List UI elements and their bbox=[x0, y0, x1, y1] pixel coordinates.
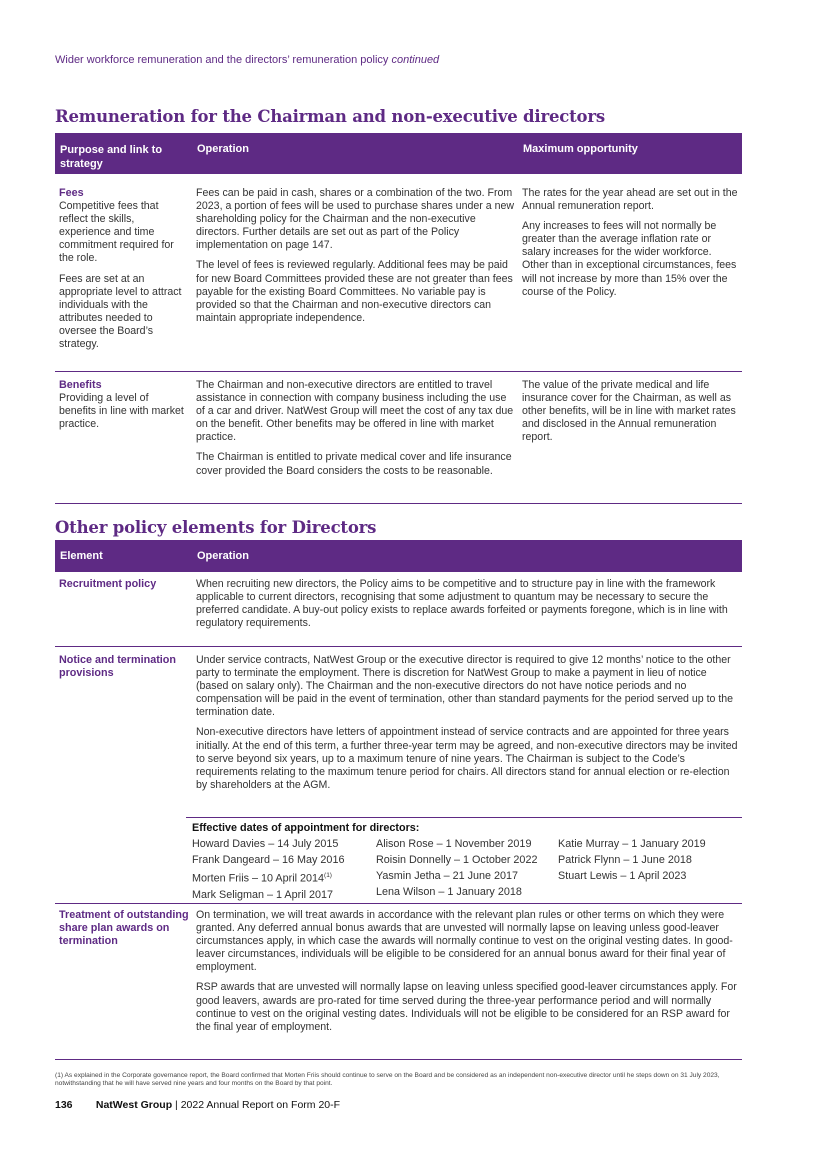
fees-maximum-p1: The rates for the year ahead are set out in the Annual remuneration report. bbox=[522, 187, 738, 213]
benefits-operation-cell bbox=[196, 379, 516, 485]
date-item: Roisin Donnelly – 1 October 2022 bbox=[376, 854, 538, 866]
fees-purpose-p1: Competitive fees that reflect the skills, experience and time commitment required for the role. bbox=[59, 200, 174, 265]
date-item: Mark Seligman – 1 April 2017 bbox=[192, 888, 334, 901]
fees-operation-p2: The level of fees is reviewed regularly. Additional fees may be paid for new Board Committees provided these are not greater than fees payable for the existing Board Committees. No variable pay is provided so that the Chairman and non-executive directors can maintain appropriate independence. bbox=[196, 259, 513, 324]
benefits-purpose-cell bbox=[59, 379, 187, 438]
row-heading-notice: Notice and termination provisions bbox=[59, 654, 176, 680]
recruitment-operation-cell bbox=[196, 578, 741, 637]
row-divider bbox=[55, 503, 742, 504]
notice-p1: Under service contracts, NatWest Group or the executive director is required to give 12 months’ notice to the other party to terminate the employment. There is discretion for NatWest Group to make a payment in lieu of notice (based on salary only). The Chairman and the non-executive directors do not have notice periods and no compensation will be paid in the event of termination, other than standard payments for the period served up to the termination date. bbox=[196, 654, 734, 719]
section-title-chairman-neds: Remuneration for the Chairman and non-executive directors bbox=[55, 107, 605, 126]
row-divider-partial bbox=[186, 817, 742, 818]
benefits-operation-p1: The Chairman and non-executive directors are entitled to travel assistance in connection with company business including the use of a car and driver. NatWest Group will meet the cost of any tax due on the benefit. Other benefits may be offered in line with market practice. bbox=[196, 379, 514, 444]
row-heading-benefits: Benefits bbox=[59, 379, 102, 391]
col-header-operation: Operation bbox=[197, 143, 249, 155]
date-item: Stuart Lewis – 1 April 2023 bbox=[558, 870, 687, 882]
footer-company: NatWest Group bbox=[95, 1099, 173, 1111]
treatment-p1: On termination, we will treat awards in accordance with the relevant plan rules or other terms on which they were granted. Any deferred annual bonus awards that are unvested will normally lapse on leaving unless good-leaver circumstances apply, in which case the awards will normally continue to vest on the original vesting dates. In good-leaver circumstances, individuals will be eligible to be considered for an annual bonus award for their final year of employment. bbox=[196, 909, 733, 974]
row-divider bbox=[55, 646, 742, 647]
recruitment-p1: When recruiting new directors, the Policy aims to be competitive and to structure pay in line with the framework applicable to current directors, recognising that some adjustment to quantum may be necessary to secure the preferred candidate. A buy-out policy exists to replace awards forfeited or payments foregone, which is in line with regulatory requirements. bbox=[196, 578, 728, 630]
date-item: Patrick Flynn – 1 June 2018 bbox=[558, 854, 692, 866]
treatment-p2: RSP awards that are unvested will normally lapse on leaving unless specified good-leaver circumstances apply. For good leavers, awards are pro-rated for time served during the three-year performance period and will normally continue to vest on the original vesting dates. Individuals will not be eligible to be considered for an RSP award for the final year of employment. bbox=[196, 981, 737, 1033]
fees-maximum-cell bbox=[522, 187, 740, 306]
page-number: 136 bbox=[55, 1099, 73, 1111]
col-header-operation-2: Operation bbox=[197, 550, 249, 562]
date-item: Yasmin Jetha – 21 June 2017 bbox=[376, 870, 519, 882]
date-item: Frank Dangeard – 16 May 2016 bbox=[192, 854, 345, 866]
page-footer bbox=[55, 1099, 340, 1111]
row-divider bbox=[55, 1059, 742, 1060]
col-header-element: Element bbox=[60, 550, 103, 562]
benefits-maximum-p1: The value of the private medical and life insurance cover for the Chairman, as well as other benefits, will be in line with market rates and disclosed in the Annual remuneration report. bbox=[522, 379, 736, 444]
benefits-purpose-p1: Providing a level of benefits in line with market practice. bbox=[59, 392, 184, 431]
row-heading-recruitment: Recruitment policy bbox=[59, 578, 157, 590]
col-header-maximum: Maximum opportunity bbox=[523, 143, 638, 155]
dates-column-2 bbox=[376, 836, 537, 900]
notice-p2: Non-executive directors have letters of appointment instead of service contracts and are appointed for three years initially. At the end of this term, a further three-year term may be agreed, and non-executive directors may be invited to serve beyond six years, up to a maximum tenure of nine years. The Chairman is subject to the Code’s requirements relating to the maximum tenure period for chairs. All directors stand for annual election or re-election by shareholders at the AGM. bbox=[196, 726, 738, 791]
appointment-dates-title: Effective dates of appointment for directors: bbox=[192, 822, 420, 834]
row-divider bbox=[55, 903, 742, 904]
benefits-operation-p2: The Chairman is entitled to private medical cover and life insurance cover provided the Board considers the costs to be reasonable. bbox=[196, 451, 512, 477]
footer-report: 2022 Annual Report on Form 20-F bbox=[180, 1099, 341, 1111]
table-header-chairman bbox=[55, 133, 742, 174]
date-item: Alison Rose – 1 November 2019 bbox=[376, 838, 532, 850]
row-heading-fees: Fees bbox=[59, 187, 84, 199]
fees-maximum-p2: Any increases to fees will not normally be greater than the average inflation rate or salary increases for the wider workforce. Other than in exceptional circumstances, fees will not increase by more than 15% over the course of the Policy. bbox=[522, 220, 737, 298]
footnote: (1) As explained in the Corporate governance report, the Board confirmed that Morten Friis should continue to serve on the Board and be considered as an independent non-executive director until he steps down on 31 July 2023, notwithstanding that he will have served nine years and four months on the Board by that point. bbox=[55, 1072, 720, 1087]
row-heading-treatment: Treatment of outstanding share plan awards on termination bbox=[59, 909, 189, 948]
date-item: Morten Friis – 10 April 2014$^{(1)}$ bbox=[192, 872, 332, 885]
section-title-other-policy: Other policy elements for Directors bbox=[55, 518, 377, 537]
footnote-marker: (1) bbox=[324, 872, 332, 879]
treatment-operation-cell bbox=[196, 909, 742, 1041]
appointment-dates bbox=[192, 820, 740, 900]
notice-operation-cell bbox=[196, 654, 742, 799]
running-head: Wider workforce remuneration and the directors’ remuneration policy continued bbox=[55, 54, 440, 66]
row-divider bbox=[55, 371, 742, 372]
benefits-maximum-cell bbox=[522, 379, 740, 451]
fees-operation-cell bbox=[196, 187, 516, 332]
date-item: Katie Murray – 1 January 2019 bbox=[558, 838, 706, 850]
dates-column-1 bbox=[192, 836, 344, 903]
fees-purpose-p2: Fees are set at an appropriate level to attract individuals with the attributes needed to oversee the Board’s strategy. bbox=[59, 272, 182, 351]
col-header-purpose: Purpose and link to strategy bbox=[60, 144, 163, 170]
fees-purpose-cell bbox=[59, 187, 187, 358]
date-item: Lena Wilson – 1 January 2018 bbox=[376, 886, 522, 898]
dates-column-3 bbox=[558, 836, 706, 884]
date-item: Howard Davies – 14 July 2015 bbox=[192, 838, 339, 850]
table-header-other bbox=[55, 540, 742, 572]
footer-separator: | bbox=[175, 1099, 178, 1111]
fees-operation-p1: Fees can be paid in cash, shares or a combination of the two. From 2023, a portion of fees will be used to purchase shares under a new shareholding policy for the Chairman and the non-executive directors. Further details are set out as part of the Policy implementation on page 147. bbox=[196, 187, 515, 252]
